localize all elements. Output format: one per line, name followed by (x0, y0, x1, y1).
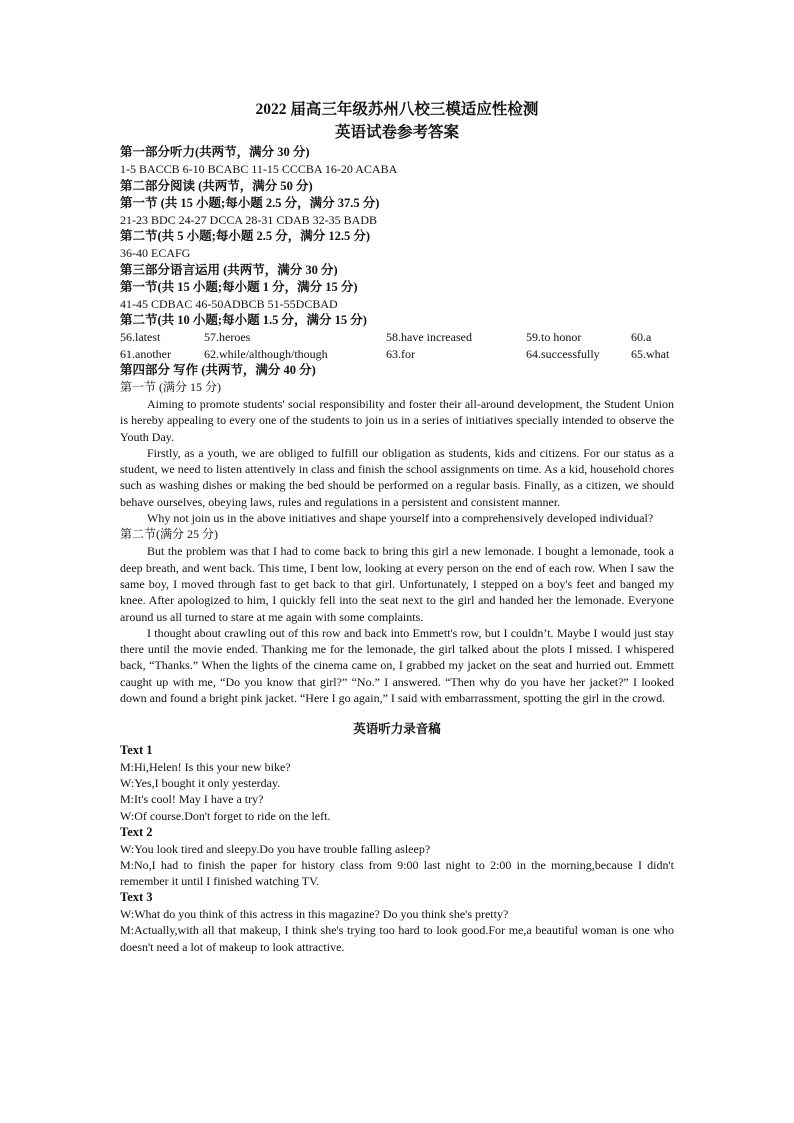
text-label: Text 3 (120, 890, 153, 905)
answer-document (120, 98, 674, 955)
document-subtitle: 英语试卷参考答案 (334, 124, 459, 141)
dialogue-line: W:Of course.Don't forget to ride on the left. (120, 808, 331, 823)
fill-blank-answer: 65.what (631, 346, 670, 361)
dialogue-line: W:You look tired and sleepy.Do you have trouble falling asleep? (120, 841, 431, 856)
writing-paragraph: I thought about crawling out of this row and back into Emmett's row, but I couldn’t. Maybe I would just stay there until the movie ended. Thanking me for the lemonade, the girl talked about the plots I missed. I whispered back, “Thanks.” When the lights of the cinema came on, I grabbed my jacket on the seat and hurried out. Emmett caught up with me, “Do you know that girl?” “No.” I answered. “Then why do you have her jacket?” I looked down and found a bright pink jacket. “Here I go again,” I said with embarrassment, spotting the girl in the crowd. (120, 625, 674, 706)
writing-sec1-label: 第一节 (满分 15 分) (120, 380, 221, 394)
writing-paragraph: Why not join us in the above initiatives and shape yourself into a comprehensively developed individual? (147, 511, 654, 526)
dialogue-line: M:It's cool! May I have a try? (120, 792, 264, 807)
fill-blank-answer: 63.for (386, 346, 415, 361)
part1-heading: 第一部分听力(共两节，满分 30 分) (120, 145, 310, 159)
dialogue-line: M:Actually,with all that makeup, I think she's trying too hard to look good.For me,a beautiful woman is one who doesn't need a lot of makeup to look attractive. (120, 923, 674, 954)
part3-sec1-heading: 第一节(共 15 小题;每小题 1 分，满分 15 分) (120, 279, 358, 294)
part4-heading: 第四部分 写作 (共两节，满分 40 分) (120, 363, 316, 377)
part2-sec1-heading: 第一节 (共 15 小题;每小题 2.5 分，满分 37.5 分) (120, 195, 380, 210)
dialogue-line: W:Yes,I bought it only yesterday. (120, 776, 281, 791)
text-label: Text 1 (120, 743, 153, 758)
dialogue-line: M:No,I had to finish the paper for history class from 9:00 last night to 2:00 in the morning,because I didn't remember it until I finished watching TV. (120, 857, 674, 889)
fill-blank-answer: 60.a (631, 330, 652, 344)
fill-blank-answer: 56.latest (120, 330, 161, 344)
dialogue-line: W:What do you think of this actress in this magazine? Do you think she's pretty? (120, 906, 509, 921)
document-title: 2022 届高三年级苏州八校三模适应性检测 (255, 101, 539, 118)
part1-answers: 1-5 BACCB 6-10 BCABC 11-15 CCCBA 16-20 ACABA (120, 162, 398, 176)
writing-sec2-label: 第二节(满分 25 分) (120, 527, 218, 542)
part2-sec2-heading: 第二节(共 5 小题;每小题 2.5 分，满分 12.5 分) (120, 229, 370, 243)
part3-sec1-answers: 41-45 CDBAC 46-50ADBCB 51-55DCBAD (120, 296, 338, 311)
part3-sec2-heading: 第二节(共 10 小题;每小题 1.5 分，满分 15 分) (120, 313, 367, 327)
listening-title: 英语听力录音稿 (353, 722, 441, 737)
writing-paragraph: Firstly, as a youth, we are obliged to fulfill our obligation as students, kids and citizens. For our status as a student, we need to listen attentively in class and finish the school assignments on time. As a kid, household chores such as washing dishes or making the bed should be performed on a regular basis. Finally, as a citizen, we should behave ourselves, obeying laws, rules and regulations in a persistent and consistent manner. (120, 445, 674, 509)
part3-heading: 第三部分语言运用 (共两节，满分 30 分) (120, 262, 338, 277)
writing-paragraph: But the problem was that I had to come back to bring this girl a new lemonade. I bought a lemonade, took a deep breath, and went back. This time, I bent low, looking at every person on the end of each row. When I saw the same boy, I moved through fast to get back to that girl. Unfortunately, I stepped on a boy's feet and banged my knee. After apologized to him, I quickly fell into the seat next to the girl and handed her the lemonade. Everyone around us all turned to stare at me again with some complaints. (120, 544, 674, 624)
text-label: Text 2 (120, 825, 153, 840)
writing-paragraph: Aiming to promote students' social responsibility and foster their all-around development, the Student Union is hereby appealing to every one of the students to join us in a series of initiatives specially intended to observe the Youth Day. (120, 397, 674, 444)
part2-sec1-answers: 21-23 BDC 24-27 DCCA 28-31 CDAB 32-35 BADB (120, 212, 378, 227)
part2-sec2-answers: 36-40 ECAFG (120, 246, 191, 260)
fill-blank-answers (120, 329, 674, 362)
fill-blank-answer: 64.successfully (526, 346, 600, 361)
fill-blank-answer: 57.heroes (204, 330, 251, 344)
fill-blank-answer: 62.while/although/though (204, 346, 328, 361)
fill-blank-answer: 58.have increased (386, 330, 472, 344)
dialogue-line: M:Hi,Helen! Is this your new bike? (120, 759, 291, 774)
fill-blank-answer: 61.another (120, 346, 171, 361)
part2-heading: 第二部分阅读 (共两节，满分 50 分) (120, 178, 313, 193)
fill-blank-answer: 59.to honor (526, 330, 582, 344)
